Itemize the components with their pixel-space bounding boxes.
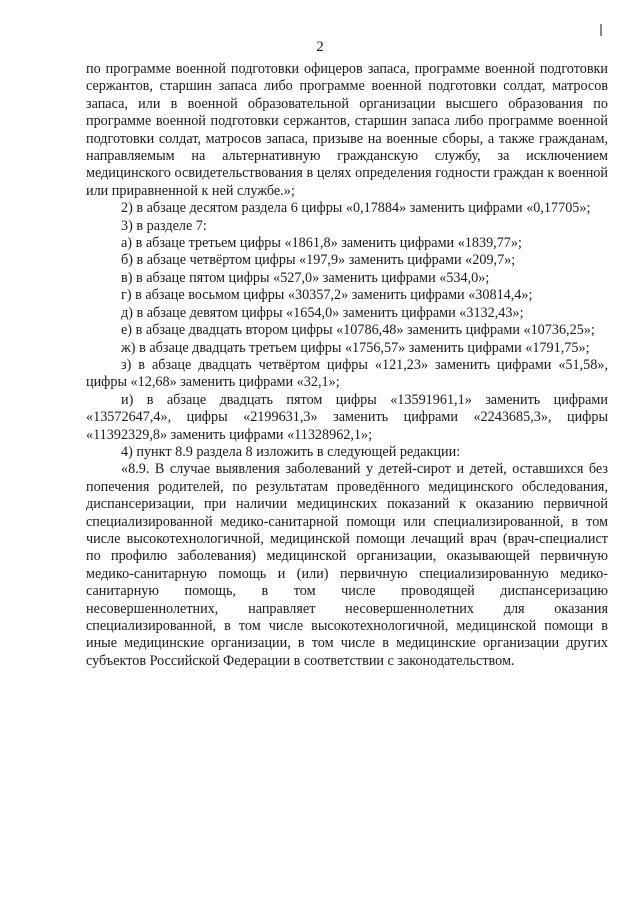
paragraph-subitem-zh: ж) в абзаце двадцать третьем цифры «1756,57» заменить цифрами «1791,75»; — [121, 339, 590, 356]
paragraph-subitem-d: д) в абзаце девятом цифры «1654,0» заменить цифрами «3132,43»; — [121, 304, 524, 321]
paragraph-item-4: 4) пункт 8.9 раздела 8 изложить в следующей редакции: — [121, 443, 461, 460]
paragraph-clause-8-9: «8.9. В случае выявления заболеваний у детей-сирот и детей, оставшихся без попечения родителей, по результатам проведённого медицинского обследования, диспансеризации, при наличии медицинских показаний к оказанию первичной специализированной медико-санитарной помощи или специализированной, в том числе высокотехнологичной, медицинской помощи лечащий врач (врач-специалист по профилю заболевания) медицинской организации, оказывающей первичную медико-санитарную помощь и (или) первичную специализированную медико-санитарную помощь, в том числе проводящей диспансеризацию несовершеннолетних, направляет несовершеннолетних для оказания специализированной, в том числе высокотехнологичной, медицинской помощи в иные медицинские организации, в том числе в медицинские организации других субъектов Российской Федерации в соответствии с законодательством. — [86, 461, 608, 669]
paragraph-subitem-b: б) в абзаце четвёртом цифры «197,9» заменить цифрами «209,7»; — [121, 252, 516, 269]
document-body — [86, 61, 608, 670]
paragraph-subitem-i: и) в абзаце двадцать пятом цифры «13591961,1» заменить цифрами «13572647,4», цифры «2199631,3» заменить цифрами «2243685,3», цифры «11392329,8» заменить цифрами «11328962,1»; — [86, 391, 608, 443]
paragraph-subitem-e: е) в абзаце двадцать втором цифры «10786,48» заменить цифрами «10736,25»; — [121, 322, 595, 339]
paragraph-subitem-z: з) в абзаце двадцать четвёртом цифры «121,23» заменить цифрами «51,58», цифры «12,68» заменить цифрами «32,1»; — [86, 356, 608, 391]
paragraph-subitem-g: г) в абзаце восьмом цифры «30357,2» заменить цифрами «30814,4»; — [121, 287, 533, 304]
paragraph-subitem-v: в) в абзаце пятом цифры «527,0» заменить цифрами «534,0»; — [121, 269, 490, 286]
scan-mark — [600, 24, 602, 36]
paragraph-subitem-a: а) в абзаце третьем цифры «1861,8» заменить цифрами «1839,77»; — [121, 235, 522, 252]
paragraph-item-2: 2) в абзаце десятом раздела 6 цифры «0,17884» заменить цифрами «0,17705»; — [121, 200, 591, 217]
paragraph-item-3: 3) в разделе 7: — [121, 217, 207, 234]
paragraph-continuation: по программе военной подготовки офицеров запаса, программе военной подготовки сержантов, старшин запаса либо программе военной подготовки солдат, матросов запаса, или в военной образовательной организации высшего образования по программе военной подготовки сержантов, старшин запаса либо программе военной подготовки солдат, матросов запаса, призыве на военные сборы, а также гражданам, направляемым на альтернативную гражданскую службу, за исключением медицинского освидетельствования в целях определения годности граждан к военной или приравненной к ней службе.»; — [86, 61, 608, 199]
page-number: 2 — [316, 39, 324, 55]
